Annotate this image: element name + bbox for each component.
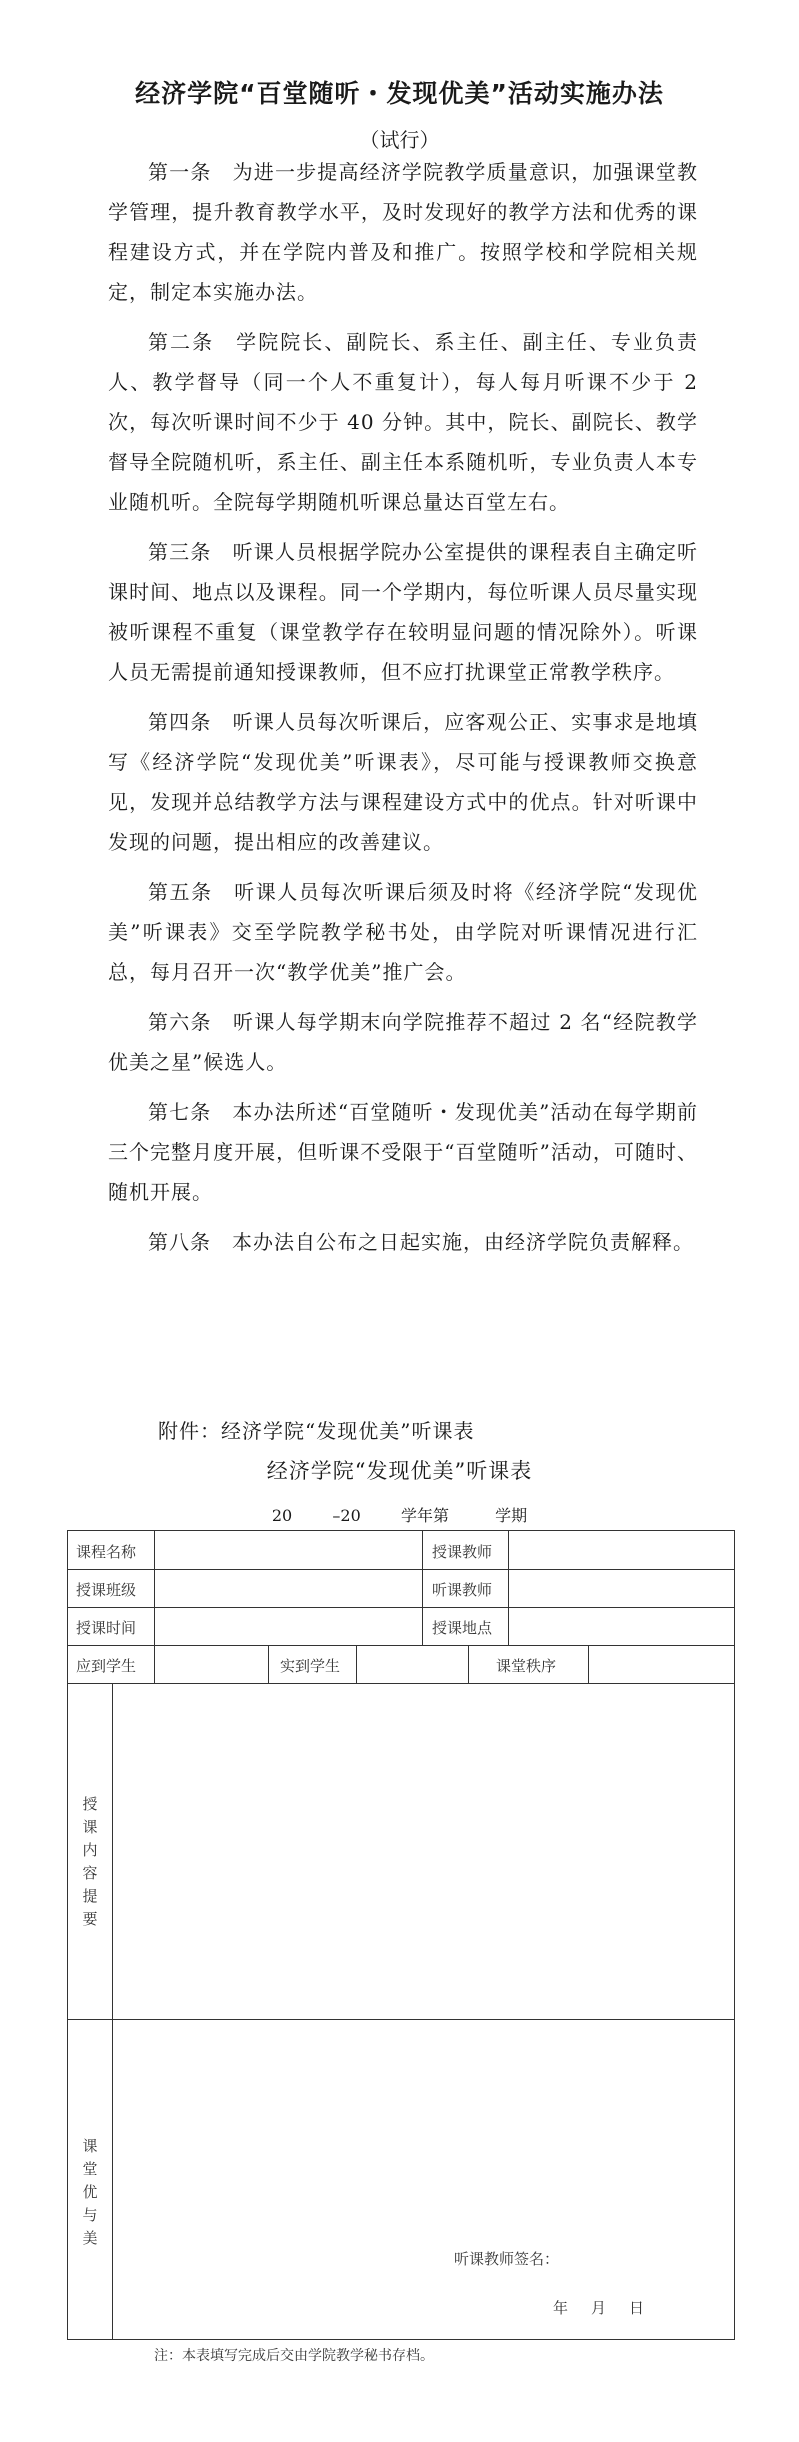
label-order: 课堂秩序	[496, 1657, 557, 1675]
row-divider	[68, 1645, 734, 1646]
col-divider	[422, 1531, 423, 1645]
row-divider	[68, 1569, 734, 1570]
signature-label: 听课教师签名：	[454, 2250, 560, 2268]
label-actual: 实到学生	[280, 1657, 341, 1675]
article-5: 第五条 听课人员每次听课后须及时将《经济学院“发现优美”听课表》交至学院教学秘书处，由学院对听课情况进行汇总，每月召开一次“教学优美”推广会。	[108, 880, 698, 984]
label-observer: 听课教师	[432, 1581, 493, 1599]
label-expected: 应到学生	[76, 1657, 137, 1675]
col-divider	[268, 1645, 269, 1683]
label-class: 授课班级	[76, 1581, 137, 1599]
row-divider	[68, 1607, 734, 1608]
term-row	[0, 1503, 799, 1526]
col-divider	[588, 1645, 589, 1683]
col-divider	[154, 1531, 155, 1645]
article-1: 第一条 为进一步提高经济学院教学质量意识，加强课堂教学管理，提升教育教学水平，及时发现好的教学方法和优秀的课程建设方式，并在学院内普及和推广。按照学校和学院相关规定，制定本实施办法。	[108, 160, 698, 304]
articles-body	[108, 152, 698, 1272]
col-divider	[356, 1645, 357, 1683]
form-note: 注：本表填写完成后交由学院教学秘书存档。	[154, 2348, 434, 2364]
document-subtitle: （试行）	[359, 128, 440, 152]
article-7: 第七条 本办法所述“百堂随听・发现优美”活动在每学期前三个完整月度开展，但听课不受限于“百堂随听”活动，可随时、随机开展。	[108, 1100, 698, 1204]
article-2: 第二条 学院院长、副院长、系主任、副主任、专业负责人、教学督导（同一个人不重复计），每人每月听课不少于 2 次，每次听课时间不少于 40 分钟。其中，院长、副院长、教学督导全院随机听，系主任、副主任本系随机听，专业负责人本专业随机听。全院每学期随机听课总量达百堂左右。	[108, 330, 698, 514]
label-content: 授课内容提要	[82, 1795, 98, 1928]
observation-form-table	[67, 1530, 735, 2340]
term-year-end: –20	[332, 1506, 361, 1525]
section-divider	[68, 2019, 734, 2020]
date-month: 月	[591, 2299, 607, 2317]
date-year: 年	[553, 2299, 569, 2317]
col-divider	[508, 1531, 509, 1645]
label-course-name: 课程名称	[76, 1543, 137, 1561]
label-place: 授课地点	[432, 1619, 493, 1637]
col-divider	[468, 1645, 469, 1683]
section-label-divider	[112, 1683, 113, 2339]
article-6: 第六条 听课人每学期末向学院推荐不超过 2 名“经院教学优美之星”候选人。	[108, 1010, 698, 1074]
label-merits: 课堂优与美	[82, 2137, 98, 2247]
attachment-line: 附件：经济学院“发现优美”听课表	[158, 1419, 475, 1443]
form-title: 经济学院“发现优美”听课表	[266, 1459, 533, 1483]
col-divider	[154, 1645, 155, 1683]
article-4: 第四条 听课人员每次听课后，应客观公正、实事求是地填写《经济学院“发现优美”听课表》，尽可能与授课教师交换意见，发现并总结教学方法与课程建设方式中的优点。针对听课中发现的问题，提出相应的改善建议。	[108, 710, 698, 854]
date-day: 日	[629, 2299, 645, 2317]
term-year-label: 学年第	[400, 1506, 449, 1525]
row-divider	[68, 1683, 734, 1684]
label-teacher: 授课教师	[432, 1543, 493, 1561]
article-8: 第八条 本办法自公布之日起实施，由经济学院负责解释。	[148, 1230, 694, 1254]
article-3: 第三条 听课人员根据学院办公室提供的课程表自主确定听课时间、地点以及课程。同一个学期内，每位听课人员尽量实现被听课程不重复（课堂教学存在较明显问题的情况除外）。听课人员无需提前通知授课教师，但不应打扰课堂正常教学秩序。	[108, 540, 698, 684]
label-time: 授课时间	[76, 1619, 137, 1637]
document-title: 经济学院“百堂随听・发现优美”活动实施办法	[135, 79, 664, 108]
term-year-start: 20	[271, 1506, 293, 1525]
term-label: 学期	[495, 1506, 528, 1525]
